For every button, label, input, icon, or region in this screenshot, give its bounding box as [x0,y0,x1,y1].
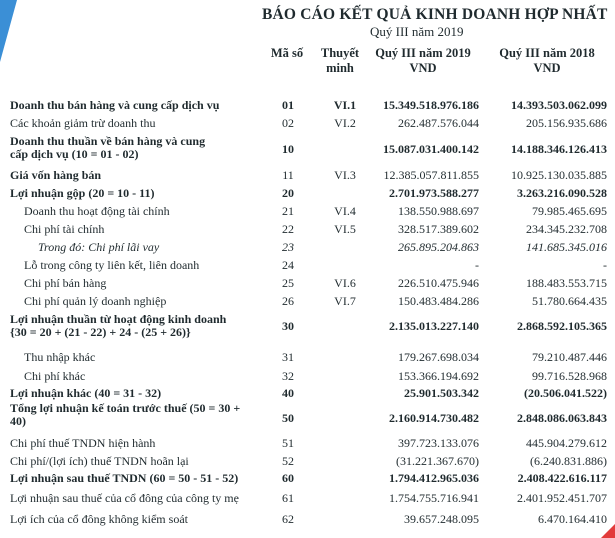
row-label-line1: Doanh thu thuần về bán hàng và cung [10,134,206,148]
row-code: 62 [282,512,294,526]
row-label: Giá vốn hàng bán [10,168,102,182]
table-row [0,135,615,163]
table-row [0,436,615,450]
row-label: Chi phí thuế TNDN hiện hành [10,436,156,450]
row-value-2019: 25.901.503.342 [404,386,479,400]
table-row [0,454,615,468]
row-value-2019: 15.349.518.976.186 [383,98,479,112]
row-value-2018: 2.408.422.616.117 [517,471,607,485]
row-code: 61 [282,491,294,505]
row-value-2019: 15.087.031.400.142 [383,142,479,156]
row-value-2019: 2.135.013.227.140 [389,319,479,333]
row-value-2018: 2.868.592.105.365 [517,319,607,333]
row-code: 25 [282,276,294,290]
row-value-2018: (6.240.831.886) [530,454,607,468]
row-label-line2: 40) [10,414,26,428]
row-value-2019: 328.517.389.602 [398,222,479,236]
row-code: 50 [282,411,294,425]
row-note: VI.6 [334,276,356,290]
table-row [0,386,615,400]
table-row [0,222,615,236]
row-code: 40 [282,386,294,400]
row-code: 01 [282,98,294,112]
row-value-2018: 2.848.086.063.843 [517,411,607,425]
row-code: 31 [282,350,294,364]
row-label: Chi phí quản lý doanh nghiệp [24,294,167,308]
table-row [0,313,615,341]
row-code: 22 [282,222,294,236]
row-value-2018: 99.716.528.968 [532,369,607,383]
row-value-2019: 179.267.698.034 [398,350,479,364]
row-code: 20 [282,186,294,200]
row-note: VI.7 [334,294,356,308]
row-note: VI.1 [333,98,357,112]
table-row [0,186,615,200]
row-value-2018: 14.393.503.062.099 [511,98,607,112]
table-row [0,116,615,130]
row-label: Lợi nhuận sau thuế TNDN (60 = 50 - 51 - 52) [10,471,239,485]
row-value-2019: 265.895.204.863 [398,240,479,254]
row-value-2019: (31.221.367.670) [396,454,479,468]
row-note: VI.4 [334,204,356,218]
row-value-2018: 79.210.487.446 [532,350,607,364]
row-label-line1: Tổng lợi nhuận kế toán trước thuế (50 = 30 + [10,401,241,415]
row-label: Doanh thu bán hàng và cung cấp dịch vụ [10,98,220,112]
row-value-2018: 234.345.232.708 [526,222,607,236]
row-value-2018: 51.780.664.435 [532,294,607,308]
row-code: 26 [282,294,294,308]
row-note: VI.3 [334,168,356,182]
row-value-2018: - [603,258,607,272]
table-row [0,294,615,308]
row-label: Chi phí khác [24,369,86,383]
report-period: Quý III năm 2019 [370,24,464,39]
row-value-2018: (20.506.041.522) [524,386,607,400]
row-note: VI.5 [334,222,356,236]
row-value-2018: 14.188.346.126.413 [511,142,607,156]
row-label: Lợi nhuận khác (40 = 31 - 32) [10,386,162,400]
row-value-2019: 1.754.755.716.941 [389,491,479,505]
row-value-2019: 1.794.412.965.036 [389,471,479,485]
row-value-2019: 397.723.133.076 [398,436,479,450]
row-value-2019: 262.487.576.044 [398,116,479,130]
table-row [0,276,615,290]
row-value-2018: 141.685.345.016 [526,240,607,254]
col-header-code-text: Mã số [270,46,304,60]
col-header-note [313,46,367,76]
table-row [0,240,615,254]
row-label: Thu nhập khác [24,350,96,364]
row-value-2018: 3.263.216.090.528 [517,186,607,200]
table-row [0,204,615,218]
row-value-2018: 2.401.952.451.707 [517,491,607,505]
row-label: Chi phí bán hàng [24,276,107,290]
row-label: Trong đó: Chi phí lãi vay [38,240,160,254]
table-row [0,471,615,485]
table-row [0,512,615,526]
row-code: 30 [282,319,294,333]
row-value-2018: 79.985.465.695 [532,204,607,218]
row-label: Chi phí tài chính [24,222,105,236]
row-label-line2: {30 = 20 + (21 - 22) + 24 - (25 + 26)} [10,325,191,339]
row-code: 23 [282,240,294,254]
table-row [0,350,615,364]
blue-corner-decoration [0,0,17,62]
col-header-2018-line2: VND [533,61,561,75]
row-code: 51 [282,436,294,450]
table-row [0,258,615,272]
col-header-2019 [364,46,482,76]
row-value-2019: 2.701.973.588.277 [389,186,479,200]
row-value-2019: 150.483.484.286 [398,294,479,308]
row-code: 21 [282,204,294,218]
row-value-2018: 10.925.130.035.885 [511,168,607,182]
row-value-2019: 39.657.248.095 [404,512,479,526]
row-value-2018: 445.904.279.612 [526,436,607,450]
row-value-2018: 205.156.935.686 [526,116,607,130]
row-label: Lỗ trong công ty liên kết, liên doanh [24,258,200,272]
row-label-line2: cấp dịch vụ (10 = 01 - 02) [10,147,139,161]
row-label: Các khoản giảm trừ doanh thu [10,116,156,130]
col-header-note-line1: Thuyết [320,46,360,60]
row-code: 60 [282,471,294,485]
row-value-2019: 12.385.057.811.855 [383,168,479,182]
row-note: VI.2 [334,116,356,130]
col-header-2019-line2: VND [409,61,437,75]
table-row [0,168,615,182]
row-value-2018: 188.483.553.715 [526,276,607,290]
row-code: 32 [282,369,294,383]
col-header-2018-line1: Quý III năm 2018 [499,46,595,60]
row-label: Chi phí/(lợi ích) thuế TNDN hoãn lại [10,454,189,468]
col-header-2018 [486,46,608,76]
table-row [0,491,615,505]
row-label: Lợi nhuận sau thuế của cổ đông của công ty mẹ [10,491,239,505]
report-title: BÁO CÁO KẾT QUẢ KINH DOANH HỢP NHẤT [262,6,608,23]
col-header-note-line2: minh [326,61,354,75]
row-code: 10 [282,142,294,156]
col-header-code [262,46,312,61]
row-value-2019: 226.510.475.946 [398,276,479,290]
row-value-2019: 138.550.988.697 [398,204,479,218]
row-value-2018: 6.470.164.410 [538,512,607,526]
row-label: Lợi ích của cổ đông không kiểm soát [10,512,188,526]
row-value-2019: - [475,258,479,272]
row-label: Lợi nhuận gộp (20 = 10 - 11) [10,186,155,200]
table-row [0,402,615,430]
row-value-2019: 2.160.914.730.482 [389,411,479,425]
row-code: 02 [282,116,294,130]
row-code: 11 [282,168,294,182]
col-header-2019-line1: Quý III năm 2019 [375,46,471,60]
table-row [0,369,615,383]
row-label-line1: Lợi nhuận thuần từ hoạt động kinh doanh [10,312,227,326]
row-label: Doanh thu hoạt động tài chính [24,204,170,218]
row-code: 52 [282,454,294,468]
row-value-2019: 153.366.194.692 [398,369,479,383]
row-code: 24 [282,258,294,272]
table-row [0,98,615,112]
